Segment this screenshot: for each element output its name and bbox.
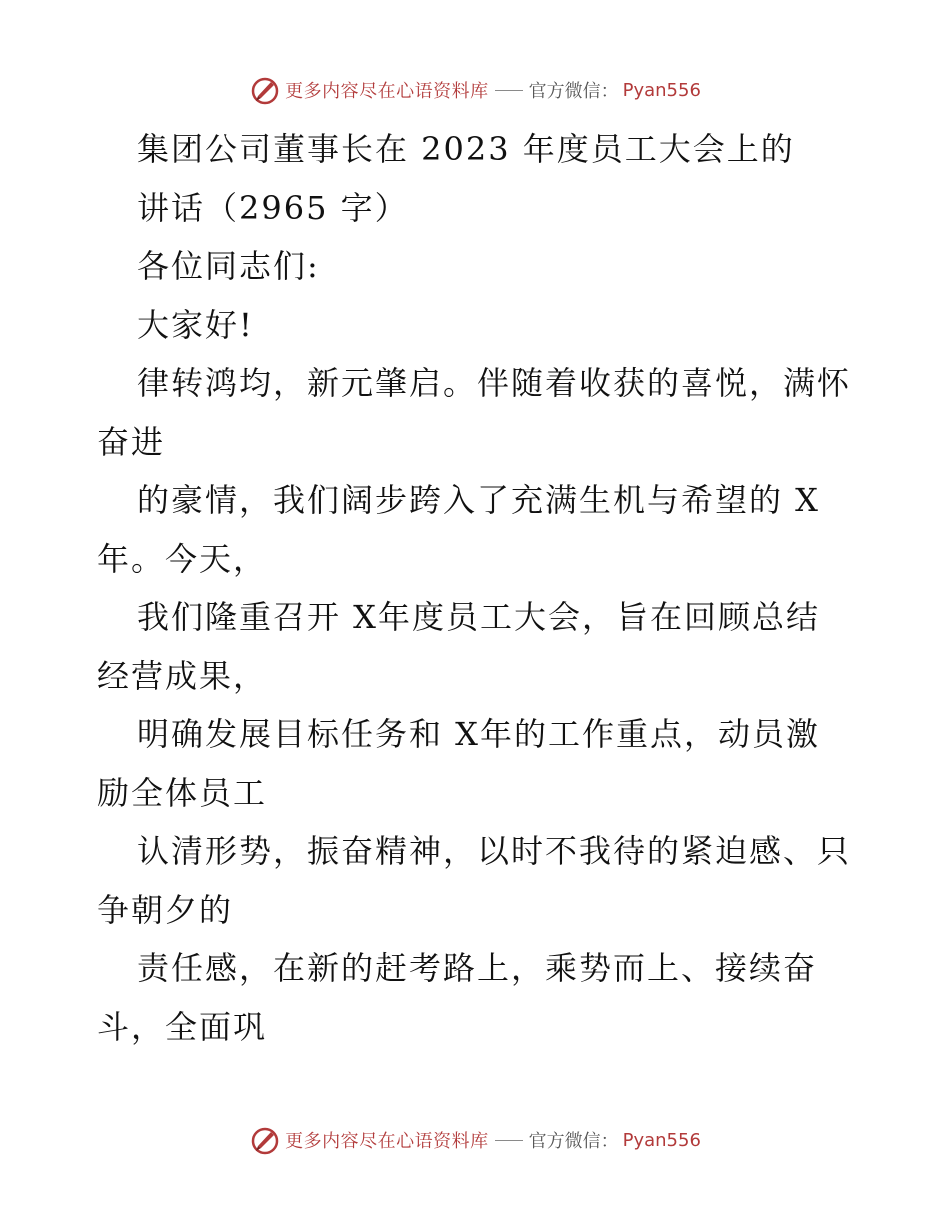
paragraph-line: 认清形势，振奋精神，以时不我待的紧迫感、只 — [137, 832, 852, 870]
banner-wechat-id: Pyan556 — [622, 79, 701, 101]
paragraph-line: 年。今天， — [97, 539, 268, 578]
document-body — [97, 120, 867, 1056]
pen-logo-icon — [249, 1124, 281, 1156]
paragraph-line: 争朝夕的 — [97, 890, 234, 929]
paragraph-line: 奋进 — [97, 422, 166, 461]
paragraph-line: 责任感，在新的赶考路上，乘势而上、接续奋 — [137, 949, 818, 987]
paragraph-line: 励全体员工 — [97, 773, 268, 812]
paragraph-line: 我们隆重召开 X年度员工大会，旨在回顾总结 — [137, 598, 820, 636]
footer-banner — [0, 1120, 950, 1160]
pen-logo-icon — [249, 74, 281, 106]
salutation: 各位同志们: — [137, 247, 320, 285]
paragraph-line: 明确发展目标任务和 X年的工作重点，动员激 — [137, 715, 820, 753]
title-line-1: 集团公司董事长在 2023 年度员工大会上的 — [137, 130, 795, 168]
banner-divider — [495, 1140, 523, 1141]
paragraph-line: 律转鸿均，新元肇启。伴随着收获的喜悦，满怀 — [137, 364, 852, 402]
banner-divider — [495, 90, 523, 91]
banner-wechat-label: 官方微信： — [528, 1131, 619, 1152]
title-line-2: 讲话（2965 字） — [137, 188, 409, 227]
greeting: 大家好! — [137, 305, 254, 344]
banner-text: 更多内容尽在心语资料库 — [285, 81, 489, 102]
header-banner — [0, 70, 950, 110]
banner-wechat-label: 官方微信： — [528, 81, 619, 102]
banner-wechat-id: Pyan556 — [622, 1129, 701, 1151]
paragraph-line: 经营成果， — [97, 656, 268, 695]
paragraph-line: 的豪情，我们阔步跨入了充满生机与希望的 X — [137, 481, 820, 519]
paragraph-line: 斗，全面巩 — [97, 1007, 268, 1046]
banner-text: 更多内容尽在心语资料库 — [285, 1131, 489, 1152]
